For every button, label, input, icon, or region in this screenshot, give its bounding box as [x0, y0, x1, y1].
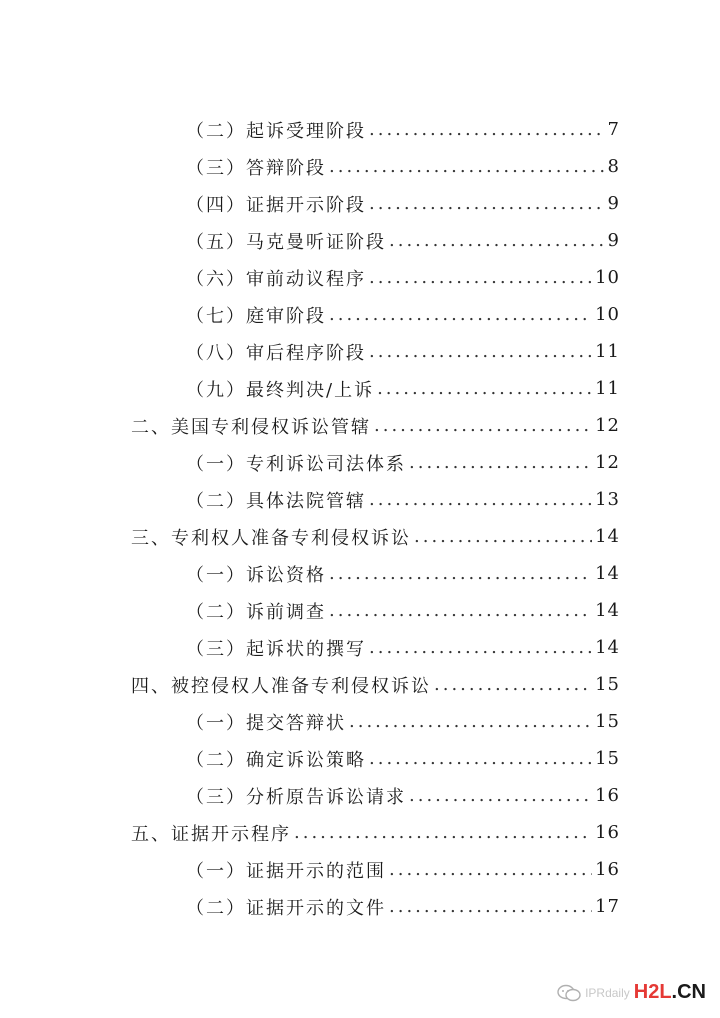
- toc-entry-title: 美国专利侵权诉讼管辖: [171, 416, 371, 438]
- toc-entry-title: 起诉状的撰写: [246, 638, 366, 660]
- site-logo: [634, 981, 706, 1004]
- toc-dot-leader: [369, 341, 592, 362]
- toc-dot-leader: [369, 119, 605, 140]
- toc-page-number: 14: [595, 637, 620, 658]
- toc-dot-leader: [389, 859, 592, 880]
- toc-entry-title: 提交答辩状: [246, 712, 346, 734]
- toc-dot-leader: [369, 193, 605, 214]
- toc-subsection-entry[interactable]: [0, 740, 720, 777]
- toc-dot-leader: [389, 896, 592, 917]
- toc-page-number: 12: [595, 452, 620, 473]
- toc-subsection-entry[interactable]: [0, 185, 720, 222]
- toc-entry-title: 证据开示的范围: [246, 860, 386, 882]
- toc-page-number: 17: [595, 896, 620, 917]
- toc-dot-leader: [374, 415, 592, 436]
- toc-entry-number: （二）: [186, 749, 246, 771]
- toc-page-number: 16: [595, 785, 620, 806]
- toc-entry-number: （三）: [186, 638, 246, 660]
- toc-section-entry[interactable]: [0, 407, 720, 444]
- toc-dot-leader: [294, 822, 592, 843]
- toc-entry-number: （二）: [186, 897, 246, 919]
- toc-entry-title: 专利权人准备专利侵权诉讼: [171, 527, 411, 549]
- toc-entry-title: 庭审阶段: [246, 305, 326, 327]
- toc-dot-leader: [369, 267, 592, 288]
- toc-section-entry[interactable]: [0, 666, 720, 703]
- toc-entry-number: （二）: [186, 490, 246, 512]
- toc-page-number: 15: [595, 711, 620, 732]
- toc-entry-number: 三、: [131, 527, 171, 549]
- toc-dot-leader: [409, 785, 592, 806]
- toc-subsection-entry[interactable]: [0, 555, 720, 592]
- toc-entry-title: 确定诉讼策略: [246, 749, 366, 771]
- toc-subsection-entry[interactable]: [0, 703, 720, 740]
- toc-entry-number: （八）: [186, 342, 246, 364]
- toc-entry-number: （一）: [186, 860, 246, 882]
- toc-page-number: 11: [595, 341, 620, 362]
- toc-page-number: 12: [595, 415, 620, 436]
- toc-dot-leader: [414, 526, 592, 547]
- toc-subsection-entry[interactable]: [0, 333, 720, 370]
- toc-entry-title: 被控侵权人准备专利侵权诉讼: [171, 675, 431, 697]
- toc-dot-leader: [409, 452, 592, 473]
- toc-page-number: 15: [595, 748, 620, 769]
- toc-entry-title: 证据开示的文件: [246, 897, 386, 919]
- toc-subsection-entry[interactable]: [0, 259, 720, 296]
- toc-entry-number: 二、: [131, 416, 171, 438]
- toc-entry-title: 最终判决/上诉: [246, 379, 375, 401]
- toc-subsection-entry[interactable]: [0, 481, 720, 518]
- toc-subsection-entry[interactable]: [0, 370, 720, 407]
- toc-subsection-entry[interactable]: [0, 888, 720, 925]
- toc-entry-number: （三）: [186, 786, 246, 808]
- toc-entry-number: 五、: [131, 823, 171, 845]
- watermark: [557, 981, 706, 1004]
- toc-page-number: 9: [607, 193, 620, 214]
- toc-page-number: 10: [595, 304, 620, 325]
- logo-dot: .: [671, 981, 678, 1003]
- toc-subsection-entry[interactable]: [0, 777, 720, 814]
- toc-subsection-entry[interactable]: [0, 296, 720, 333]
- logo-main: H2L: [633, 981, 672, 1003]
- toc-entry-number: （一）: [186, 712, 246, 734]
- toc-dot-leader: [329, 600, 592, 621]
- toc-page-number: 14: [595, 563, 620, 584]
- toc-entry-title: 专利诉讼司法体系: [246, 453, 406, 475]
- toc-section-entry[interactable]: [0, 814, 720, 851]
- toc-dot-leader: [369, 637, 592, 658]
- wechat-icon: [557, 984, 581, 1002]
- toc-entry-number: （六）: [186, 268, 246, 290]
- toc-entry-title: 起诉受理阶段: [246, 120, 366, 142]
- toc-page-number: 11: [595, 378, 620, 399]
- toc-entry-title: 审后程序阶段: [246, 342, 366, 364]
- toc-entry-number: （七）: [186, 305, 246, 327]
- toc-dot-leader: [329, 156, 605, 177]
- toc-page-number: 15: [595, 674, 620, 695]
- toc-page-number: 7: [607, 119, 620, 140]
- toc-entry-number: （二）: [186, 601, 246, 623]
- toc-dot-leader: [329, 563, 592, 584]
- toc-dot-leader: [369, 748, 592, 769]
- toc-subsection-entry[interactable]: [0, 851, 720, 888]
- toc-entry-number: （一）: [186, 453, 246, 475]
- toc-entry-number: （四）: [186, 194, 246, 216]
- toc-entry-title: 诉讼资格: [246, 564, 326, 586]
- toc-subsection-entry[interactable]: [0, 111, 720, 148]
- toc-entry-title: 分析原告诉讼请求: [246, 786, 406, 808]
- toc-entry-title: 马克曼听证阶段: [246, 231, 386, 253]
- toc-entry-title: 证据开示程序: [171, 823, 291, 845]
- table-of-contents: [0, 111, 720, 925]
- toc-dot-leader: [349, 711, 592, 732]
- toc-page-number: 16: [595, 859, 620, 880]
- toc-dot-leader: [369, 489, 592, 510]
- logo-suffix: CN: [677, 981, 706, 1003]
- toc-dot-leader: [389, 230, 605, 251]
- toc-entry-number: （五）: [186, 231, 246, 253]
- toc-page-number: 8: [607, 156, 620, 177]
- toc-entry-number: （九）: [186, 379, 246, 401]
- toc-subsection-entry[interactable]: [0, 148, 720, 185]
- toc-dot-leader: [329, 304, 592, 325]
- toc-entry-number: （一）: [186, 564, 246, 586]
- toc-entry-title: 证据开示阶段: [246, 194, 366, 216]
- toc-entry-number: 四、: [131, 675, 171, 697]
- toc-subsection-entry[interactable]: [0, 629, 720, 666]
- toc-page-number: 13: [595, 489, 620, 510]
- toc-entry-number: （三）: [186, 157, 246, 179]
- toc-subsection-entry[interactable]: [0, 444, 720, 481]
- toc-section-entry[interactable]: [0, 518, 720, 555]
- toc-dot-leader: [434, 674, 592, 695]
- toc-page-number: 10: [595, 267, 620, 288]
- toc-page-number: 14: [595, 600, 620, 621]
- toc-entry-title: 审前动议程序: [246, 268, 366, 290]
- toc-page-number: 16: [595, 822, 620, 843]
- toc-entry-title: 具体法院管辖: [246, 490, 366, 512]
- toc-entry-title: 答辩阶段: [246, 157, 326, 179]
- toc-subsection-entry[interactable]: [0, 222, 720, 259]
- toc-dot-leader: [377, 378, 592, 399]
- toc-entry-number: （二）: [186, 120, 246, 142]
- toc-entry-title: 诉前调查: [246, 601, 326, 623]
- watermark-faint-text: IPRdaily: [585, 985, 630, 1000]
- toc-page-number: 14: [595, 526, 620, 547]
- toc-subsection-entry[interactable]: [0, 592, 720, 629]
- toc-page-number: 9: [607, 230, 620, 251]
